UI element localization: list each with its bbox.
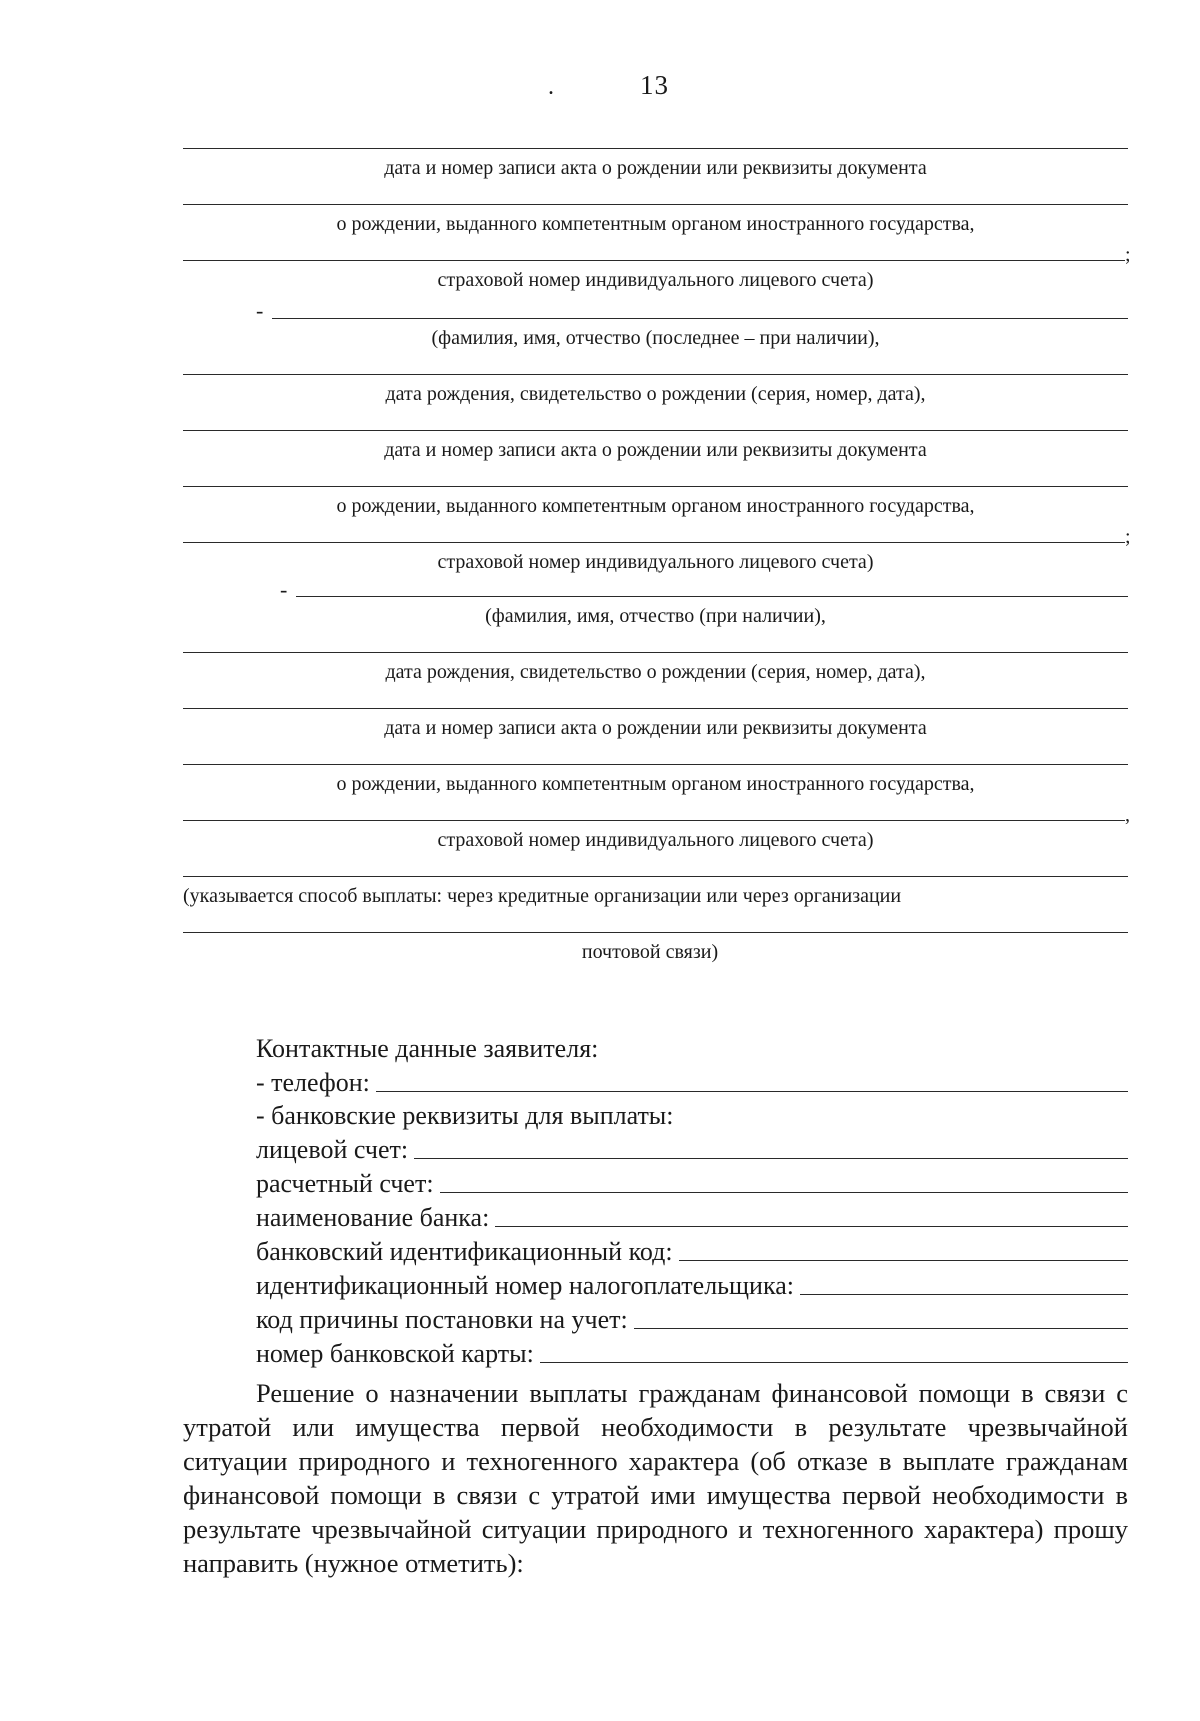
caption-foreign-3: о рождении, выданного компетентным органом иностранного государства,: [336, 773, 975, 795]
card-number-input-line[interactable]: [540, 1362, 1128, 1363]
blank-line[interactable]: [183, 430, 1128, 431]
blank-line[interactable]: [183, 652, 1128, 653]
caption-birth-3: дата рождения, свидетельство о рождении (серия, номер, дата),: [385, 661, 926, 683]
caption-foreign-1: о рождении, выданного компетентным органом иностранного государства,: [336, 213, 975, 235]
blank-line[interactable]: [183, 764, 1128, 765]
blank-line[interactable]: [183, 820, 1125, 821]
list-dash: -: [280, 577, 288, 602]
settlement-account-field[interactable]: [256, 1167, 1128, 1199]
bic-input-line[interactable]: [679, 1260, 1128, 1261]
caption-snils-2: страховой номер индивидуального лицевого счета): [437, 551, 874, 573]
caption-payment-method-end: почтовой связи): [581, 941, 719, 963]
caption-payment-method: (указывается способ выплаты: через кредитные организации или через организации: [183, 885, 902, 907]
decision-paragraph: [183, 1376, 1128, 1580]
semicolon: ;: [1125, 244, 1131, 266]
caption-fio-3: (фамилия, имя, отчество (при наличии),: [485, 605, 826, 627]
blank-line[interactable]: [183, 708, 1128, 709]
decision-text: Решение о назначении выплаты гражданам финансовой помощи в связи с утратой или имущества первой необходимости в результате чрезвычайной ситуации природного и техногенного характера (об отказе в выплате гражданам финансовой помощи в связи с утратой ими имущества первой необходимости в результате чрезвычайной ситуации природного и техногенного характера) прошу направить (нужное отметить):: [183, 1378, 1128, 1578]
list-dash: -: [256, 298, 264, 323]
caption-snils-1: страховой номер индивидуального лицевого счета): [437, 269, 874, 291]
caption-foreign-2: о рождении, выданного компетентным органом иностранного государства,: [336, 495, 975, 517]
kpp-label: код причины постановки на учет:: [256, 1305, 628, 1334]
inn-label: идентификационный номер налогоплательщика:: [256, 1271, 794, 1300]
bank-name-label: наименование банка:: [256, 1203, 490, 1232]
caption-snils-3: страховой номер индивидуального лицевого счета): [437, 829, 874, 851]
bank-name-input-line[interactable]: [495, 1226, 1128, 1227]
settlement-account-label: расчетный счет:: [256, 1169, 434, 1198]
caption-record-3: дата и номер записи акта о рождении или реквизиты документа: [384, 717, 927, 739]
contacts-heading: Контактные данные заявителя:: [256, 1034, 599, 1063]
kpp-field[interactable]: [256, 1303, 1128, 1335]
caption-record-2: дата и номер записи акта о рождении или реквизиты документа: [384, 439, 927, 461]
caption-fio-2: (фамилия, имя, отчество (последнее – при наличии),: [431, 327, 880, 349]
card-number-field[interactable]: [256, 1337, 1128, 1369]
caption-record-1: дата и номер записи акта о рождении или реквизиты документа: [384, 157, 927, 179]
inn-field[interactable]: [256, 1269, 1128, 1301]
personal-account-label: лицевой счет:: [256, 1135, 409, 1164]
kpp-input-line[interactable]: [634, 1328, 1128, 1329]
caption-birth-2: дата рождения, свидетельство о рождении (серия, номер, дата),: [385, 383, 926, 405]
page-number: 13: [640, 70, 669, 100]
phone-input-line[interactable]: [376, 1091, 1128, 1092]
blank-line[interactable]: [183, 932, 1128, 933]
personal-account-field[interactable]: [256, 1133, 1128, 1165]
blank-line[interactable]: [296, 596, 1128, 597]
blank-line[interactable]: [183, 148, 1128, 149]
bank-name-field[interactable]: [256, 1201, 1128, 1233]
inn-input-line[interactable]: [800, 1294, 1128, 1295]
blank-line[interactable]: [183, 876, 1128, 877]
blank-line[interactable]: [183, 542, 1125, 543]
blank-line[interactable]: [183, 204, 1128, 205]
card-number-label: номер банковской карты:: [256, 1339, 534, 1368]
page-dot: .: [548, 74, 554, 100]
phone-label: - телефон:: [256, 1068, 370, 1097]
blank-line[interactable]: [183, 374, 1128, 375]
blank-line[interactable]: [183, 260, 1125, 261]
blank-line[interactable]: [183, 486, 1128, 487]
blank-line[interactable]: [272, 318, 1128, 319]
settlement-account-input-line[interactable]: [440, 1192, 1128, 1193]
bic-label: банковский идентификационный код:: [256, 1237, 673, 1266]
comma: ,: [1125, 804, 1130, 826]
bank-details-heading: - банковские реквизиты для выплаты:: [256, 1101, 674, 1130]
semicolon: ;: [1125, 526, 1131, 548]
phone-field[interactable]: [256, 1066, 1128, 1098]
bic-field[interactable]: [256, 1235, 1128, 1267]
personal-account-input-line[interactable]: [414, 1158, 1128, 1159]
